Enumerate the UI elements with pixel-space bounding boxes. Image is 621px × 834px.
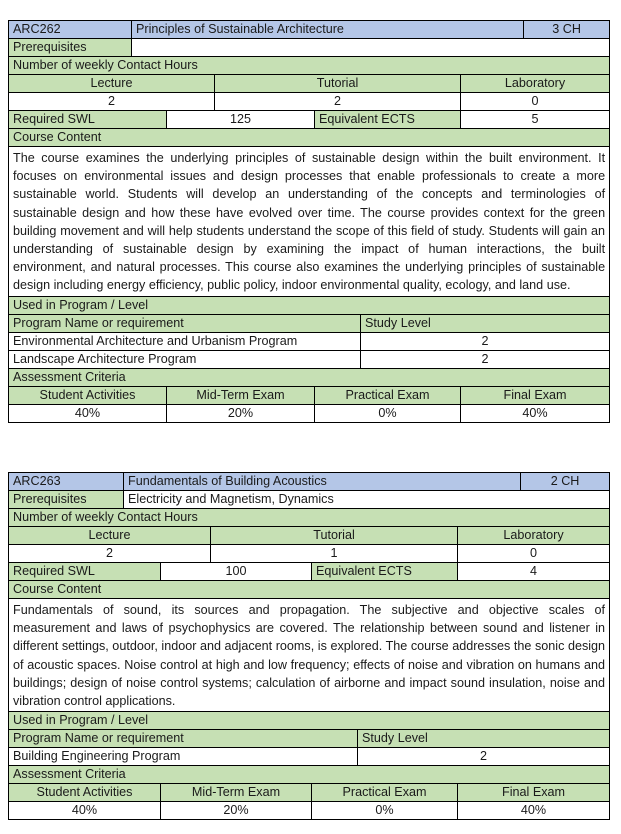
course-title: Principles of Sustainable Architecture: [132, 21, 524, 39]
assessment-criteria-label: Assessment Criteria: [9, 766, 610, 784]
used-in-program-label: Used in Program / Level: [9, 296, 610, 314]
study-level-header: Study Level: [361, 314, 610, 332]
prerequisites-label: Prerequisites: [9, 39, 132, 57]
laboratory-label: Laboratory: [458, 527, 610, 545]
used-in-label-row: [9, 296, 610, 314]
prerequisites-row: [9, 491, 610, 509]
content-label-row: [9, 129, 610, 147]
ects-value: 4: [458, 563, 610, 581]
lecture-hours: 2: [9, 93, 215, 111]
contact-hours-header-row: [9, 75, 610, 93]
student-activities-header: Student Activities: [9, 386, 167, 404]
course-table-arc262: [8, 20, 609, 423]
course-header-row: [9, 21, 610, 39]
tutorial-label: Tutorial: [211, 527, 458, 545]
program-row: [9, 350, 610, 368]
student-activities-value: 40%: [9, 802, 161, 820]
contact-hours-header-row: [9, 527, 610, 545]
contact-hours-values-row: [9, 93, 610, 111]
course-code: ARC262: [9, 21, 132, 39]
credit-hours: 3 CH: [524, 21, 610, 39]
program-name-header: Program Name or requirement: [9, 730, 358, 748]
swl-label: Required SWL: [9, 563, 161, 581]
ects-value: 5: [461, 111, 610, 129]
program-row: [9, 332, 610, 350]
program-name: Landscape Architecture Program: [9, 350, 361, 368]
midterm-header: Mid-Term Exam: [161, 784, 312, 802]
final-header: Final Exam: [461, 386, 610, 404]
final-value: 40%: [458, 802, 610, 820]
program-name: Building Engineering Program: [9, 748, 358, 766]
program-name-header: Program Name or requirement: [9, 314, 361, 332]
program-header-row: [9, 730, 610, 748]
program-header-row: [9, 314, 610, 332]
content-row: [9, 599, 610, 712]
used-in-program-label: Used in Program / Level: [9, 712, 610, 730]
lecture-label: Lecture: [9, 75, 215, 93]
final-value: 40%: [461, 404, 610, 422]
course-header-row: [9, 473, 610, 491]
prerequisites-value: [132, 39, 610, 57]
content-label-row: [9, 581, 610, 599]
practical-header: Practical Exam: [312, 784, 458, 802]
midterm-value: 20%: [161, 802, 312, 820]
course-info-table: [8, 20, 610, 423]
tutorial-hours: 2: [215, 93, 461, 111]
contact-hours-label: Number of weekly Contact Hours: [9, 509, 610, 527]
workload-row: [9, 563, 610, 581]
lecture-label: Lecture: [9, 527, 211, 545]
assessment-header-row: [9, 784, 610, 802]
prerequisites-row: [9, 39, 610, 57]
lecture-hours: 2: [9, 545, 211, 563]
used-in-label-row: [9, 712, 610, 730]
course-table-arc263: [8, 472, 609, 820]
student-activities-header: Student Activities: [9, 784, 161, 802]
assessment-label-row: [9, 766, 610, 784]
practical-header: Practical Exam: [315, 386, 461, 404]
contact-hours-label-row: [9, 57, 610, 75]
program-level: 2: [358, 748, 610, 766]
course-content-label: Course Content: [9, 129, 610, 147]
tutorial-hours: 1: [211, 545, 458, 563]
ects-label: Equivalent ECTS: [315, 111, 461, 129]
laboratory-label: Laboratory: [461, 75, 610, 93]
course-code: ARC263: [9, 473, 124, 491]
contact-hours-values-row: [9, 545, 610, 563]
course-content-text: Fundamentals of sound, its sources and propagation. The subjective and objective scales of measurement and laws of psychophysics are covered. The relationship between sound and listener in different settings, outdoor, indoor and adjacent rooms, is explored. The course addresses the sonic design of acoustic spaces. Noise control at high and low frequency; effects of noise and vibration on humans and buildings; design of noise control systems; calculation of airborne and impact sound insulation, noise and vibration control applications.: [9, 599, 610, 712]
final-header: Final Exam: [458, 784, 610, 802]
course-content-text: The course examines the underlying principles of sustainable design within the built environment. It focuses on environmental issues and design processes that enable professionals to create a more sustainable world. Students will develop an understanding of the concepts and terminologies of sustainable design and how these have evolved over time. The course provides context for the green building movement and will help students understand the scope of this field of study. Students will gain an understanding of sustainable design by examining the impact of human interactions, the built environment, and natural processes. This course also examines the underlying principles of sustainable design including energy efficiency, public policy, indoor environmental quality, ecology, and land use.: [9, 147, 610, 297]
prerequisites-label: Prerequisites: [9, 491, 124, 509]
practical-value: 0%: [312, 802, 458, 820]
swl-value: 100: [161, 563, 312, 581]
program-name: Environmental Architecture and Urbanism Program: [9, 332, 361, 350]
swl-value: 125: [167, 111, 315, 129]
contact-hours-label: Number of weekly Contact Hours: [9, 57, 610, 75]
contact-hours-label-row: [9, 509, 610, 527]
laboratory-hours: 0: [458, 545, 610, 563]
content-row: [9, 147, 610, 297]
prerequisites-value: Electricity and Magnetism, Dynamics: [124, 491, 610, 509]
student-activities-value: 40%: [9, 404, 167, 422]
credit-hours: 2 CH: [521, 473, 610, 491]
program-row: [9, 748, 610, 766]
program-level: 2: [361, 332, 610, 350]
study-level-header: Study Level: [358, 730, 610, 748]
course-info-table: [8, 472, 610, 820]
practical-value: 0%: [315, 404, 461, 422]
assessment-values-row: [9, 802, 610, 820]
midterm-value: 20%: [167, 404, 315, 422]
assessment-header-row: [9, 386, 610, 404]
course-content-label: Course Content: [9, 581, 610, 599]
workload-row: [9, 111, 610, 129]
assessment-label-row: [9, 368, 610, 386]
program-level: 2: [361, 350, 610, 368]
assessment-criteria-label: Assessment Criteria: [9, 368, 610, 386]
laboratory-hours: 0: [461, 93, 610, 111]
swl-label: Required SWL: [9, 111, 167, 129]
tutorial-label: Tutorial: [215, 75, 461, 93]
assessment-values-row: [9, 404, 610, 422]
ects-label: Equivalent ECTS: [312, 563, 458, 581]
midterm-header: Mid-Term Exam: [167, 386, 315, 404]
course-title: Fundamentals of Building Acoustics: [124, 473, 521, 491]
